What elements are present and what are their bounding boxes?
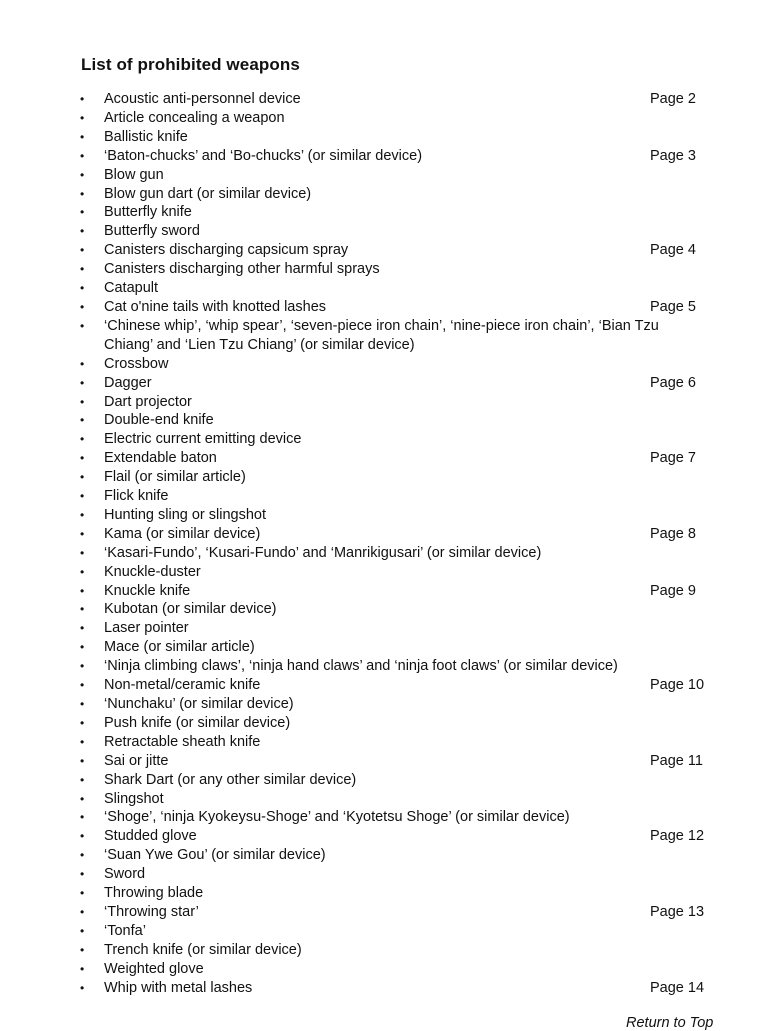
page-reference: Page 13 [650,903,705,920]
bullet-icon: • [80,356,85,371]
bullet-icon: • [80,186,85,201]
page-reference: Page 7 [650,450,696,467]
page-reference: Page 9 [650,582,696,599]
bullet-icon: • [80,92,85,106]
bullet-icon: • [80,299,85,314]
list-item [0,638,768,657]
bullet-icon: • [80,110,85,125]
list-item [0,411,768,430]
bullet-icon: • [80,318,85,333]
list-item [0,695,768,714]
bullet-icon: • [80,129,85,144]
list-item [0,506,768,525]
bullet-icon: • [80,791,85,806]
list-item [0,487,768,506]
bullet-icon: • [80,848,85,863]
list-item [0,752,768,771]
item-label: Ballistic knife [104,128,188,145]
list-item [0,619,768,638]
item-label: ‘Kasari-Fundo’, ‘Kusari-Fundo’ and ‘Manrikigusari’ (or similar device) [104,544,542,561]
item-label: ‘Shoge’, ‘ninja Kyokeysu-Shoge’ and ‘Kyotetsu Shoge’ (or similar device) [104,809,570,826]
bullet-icon: • [80,621,85,636]
bullet-icon: • [80,923,85,938]
list-item [0,203,768,222]
item-label: Kama (or similar device) [104,525,261,542]
item-label: Double-end knife [104,412,214,429]
item-label: Slingshot [104,790,164,807]
bullet-icon: • [80,526,85,541]
item-label: ‘Tonfa’ [104,922,146,939]
list-item [0,922,768,941]
list-item [0,563,768,582]
item-label: Knuckle-duster [104,563,201,580]
list-item [0,525,768,544]
item-label: ‘Suan Ywe Gou’ (or similar device) [104,847,326,864]
list-item [0,979,768,998]
item-label: Push knife (or similar device) [104,714,291,731]
item-label: Dagger [104,374,152,391]
bullet-icon: • [80,772,85,787]
page-reference: Page 12 [650,828,705,845]
item-label: Trench knife (or similar device) [104,941,302,958]
bullet-icon: • [80,602,85,617]
bullet-icon: • [80,734,85,749]
item-label: Weighted glove [104,960,204,977]
list-item [0,430,768,449]
list-item [0,960,768,979]
bullet-icon: • [80,394,85,409]
bullet-icon: • [80,545,85,560]
page-title: List of prohibited weapons [81,55,300,74]
page-reference: Page 8 [650,525,696,542]
item-label: Canisters discharging capsicum spray [104,242,349,259]
item-label: Flail (or similar article) [104,469,246,486]
item-label: Electric current emitting device [104,431,302,448]
item-label: ‘Chinese whip’, ‘whip spear’, ‘seven-piece iron chain’, ‘nine-piece iron chain’, ‘Bian Tzu Chiang’ and ‘Lien Tzu Chiang’ (or similar device) [104,317,659,353]
bullet-icon: • [80,148,85,163]
list-item [0,147,768,166]
item-label: Laser pointer [104,620,189,637]
page-reference: Page 5 [650,298,696,315]
list-item [0,600,768,619]
item-label: Whip with metal lashes [104,979,253,996]
page-reference: Page 11 [650,752,703,769]
bullet-icon: • [80,243,85,258]
list-item [0,374,768,393]
list-item [0,676,768,695]
return-to-top-link[interactable]: Return to Top [626,1015,714,1031]
item-label: Crossbow [104,355,169,372]
item-label: Butterfly knife [104,204,192,221]
bullet-icon: • [80,886,85,901]
list-item [0,733,768,752]
list-item [0,544,768,563]
item-label: Mace (or similar article) [104,639,255,656]
list-item [0,355,768,374]
list-item [0,109,768,128]
page-reference: Page 3 [650,147,696,164]
bullet-icon: • [80,432,85,447]
bullet-icon: • [80,942,85,957]
item-label: Shark Dart (or any other similar device) [104,771,357,788]
item-label: Retractable sheath knife [104,733,261,750]
bullet-icon: • [80,167,85,182]
item-label: Sword [104,866,146,883]
list-item [0,865,768,884]
item-label: Throwing blade [104,885,204,902]
bullet-icon: • [80,753,85,768]
list-item [0,241,768,260]
item-label: ‘Throwing star’ [104,903,199,920]
list-item [0,714,768,733]
bullet-icon: • [80,205,85,220]
list-item [0,771,768,790]
bullet-icon: • [80,564,85,579]
list-item [0,827,768,846]
item-label: ‘Nunchaku’ (or similar device) [104,696,294,712]
list-item [0,260,768,279]
bullet-icon: • [80,507,85,522]
list-item [0,808,768,827]
item-label: Studded glove [104,828,197,845]
list-item [0,449,768,468]
item-label: Sai or jitte [104,752,169,769]
bullet-icon: • [80,810,85,825]
bullet-icon: • [80,980,85,995]
list-item [0,790,768,809]
list-item [0,884,768,903]
item-label: ‘Ninja climbing claws’, ‘ninja hand claws’ and ‘ninja foot claws’ (or similar device) [104,658,618,675]
item-label: Catapult [104,280,159,297]
list-item [0,166,768,185]
list-item [0,128,768,147]
bullet-icon: • [80,262,85,277]
prohibited-weapons-list [0,90,768,998]
item-label: Flick knife [104,488,169,505]
bullet-icon: • [80,678,85,693]
list-item [0,582,768,601]
bullet-icon: • [80,375,85,390]
bullet-icon: • [80,904,85,919]
bullet-icon: • [80,470,85,485]
list-item [0,185,768,204]
list-item [0,846,768,865]
bullet-icon: • [80,697,85,711]
item-label: Blow gun [104,166,164,183]
item-label: Acoustic anti-personnel device [104,91,301,107]
bullet-icon: • [80,715,85,730]
bullet-icon: • [80,961,85,976]
page-reference: Page 4 [650,242,696,259]
bullet-icon: • [80,489,85,504]
bullet-icon: • [80,583,85,598]
bullet-icon: • [80,640,85,655]
item-label: Knuckle knife [104,582,191,599]
item-label: Kubotan (or similar device) [104,601,277,618]
list-item [0,222,768,241]
page-reference: Page 2 [650,91,696,107]
list-item [0,393,768,412]
bullet-icon: • [80,281,85,296]
page-reference: Page 6 [650,374,696,391]
bullet-icon: • [80,413,85,428]
list-item [0,468,768,487]
item-label: ‘Baton-chucks’ and ‘Bo-chucks’ (or similar device) [104,147,423,164]
item-label: Blow gun dart (or similar device) [104,185,312,202]
bullet-icon: • [80,451,85,466]
list-item [0,657,768,676]
page-reference: Page 14 [650,979,705,996]
item-label: Non-metal/ceramic knife [104,677,261,694]
item-label: Butterfly sword [104,223,200,240]
list-item [0,903,768,922]
item-label: Hunting sling or slingshot [104,506,267,523]
item-label: Extendable baton [104,450,217,467]
item-label: Article concealing a weapon [104,109,285,126]
bullet-icon: • [80,829,85,844]
list-item [0,90,768,109]
item-label: Dart projector [104,393,192,410]
list-item [0,298,768,317]
bullet-icon: • [80,659,85,674]
bullet-icon: • [80,224,85,239]
page-reference: Page 10 [650,677,705,694]
list-item [0,279,768,298]
item-label: Cat o'nine tails with knotted lashes [104,298,327,315]
list-item [0,317,768,355]
item-label: Canisters discharging other harmful sprays [104,261,380,278]
list-item [0,941,768,960]
bullet-icon: • [80,867,85,882]
